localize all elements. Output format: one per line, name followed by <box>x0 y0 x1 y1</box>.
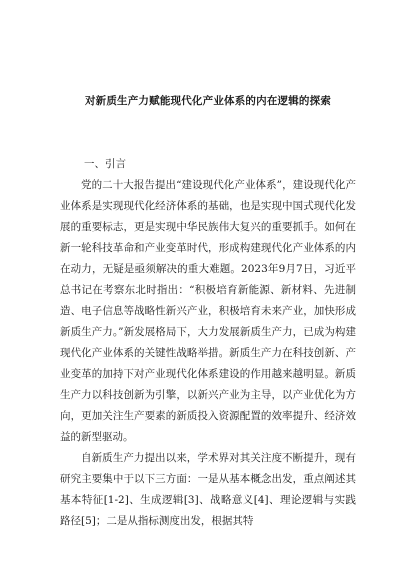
document-title: 对新质生产力赋能现代化产业体系的内在逻辑的探索 <box>84 95 332 107</box>
section-heading: 一、引言 <box>84 158 126 170</box>
body-paragraph-2: 自新质生产力提出以来，学术界对其关注度不断提升，现有研究主要集中于以下三方面：一是从基本概念出发，重点阐述其基本特征[1-2]、生成逻辑[3]、战略意义[4]、理论逻辑与实践路径[5]；二是从指标测度出发，根据其特 <box>60 452 356 527</box>
body-paragraph-1: 党的二十大报告提出“建设现代化产业体系”，建设现代化产业体系是实现现代化经济体系的基础，也是实现中国式现代化发展的重要标志，更是实现中华民族伟大复兴的重要抓手。如何在新一轮科技革命和产业变革时代，形成构建现代化产业体系的内在动力，无疑是亟须解决的重大难题。2023年9月7日，习近平总书记在考察东北时指出：“积极培育新能源、新材料、先进制造、电子信息等战略性新兴产业，积极培育未来产业，加快形成新质生产力。”新发展格局下，大力发展新质生产力，已成为构建现代化产业体系的关键性战略举措。新质生产力在科技创新、产业变革的加持下对产业现代化体系建设的作用越来越明显。新质生产力以科技创新为引擎，以新兴产业为主导，以产业优化为方向，更加关注生产要素的新质投入资源配置的效率提升、经济效益的新型驱动。 <box>60 179 356 443</box>
